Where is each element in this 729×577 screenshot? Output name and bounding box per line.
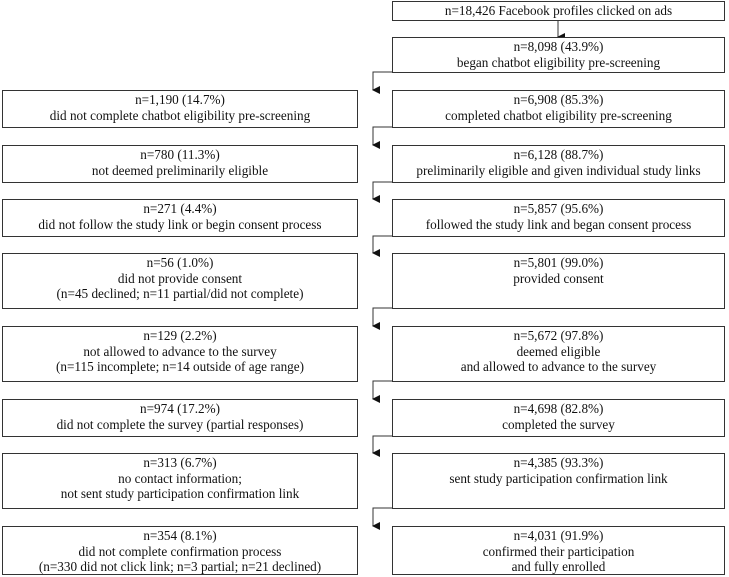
box-text-line: not sent study participation confirmation link xyxy=(60,486,300,501)
flow-arrow xyxy=(373,236,392,253)
box-text-line: preliminarily eligible and given individual study links xyxy=(416,162,701,178)
flow-arrow xyxy=(373,72,392,90)
box-text-line: n=6,128 (88.7%) xyxy=(513,147,604,162)
box-text-line: began chatbot eligibility pre-screening xyxy=(456,54,661,70)
box-text-line: n=56 (1.0%) xyxy=(146,255,214,270)
box-text-line: not allowed to advance to the survey xyxy=(83,343,277,359)
flow-box-excluded xyxy=(2,453,358,509)
flow-box-retained xyxy=(392,253,725,309)
box-text-line: n=5,672 (97.8%) xyxy=(513,328,604,343)
flow-box-excluded xyxy=(2,253,358,309)
flow-box-retained xyxy=(392,37,725,73)
flow-box-retained xyxy=(392,399,725,437)
flow-box-excluded xyxy=(2,145,358,183)
flow-arrow xyxy=(373,436,392,453)
box-text-line: n=6,908 (85.3%) xyxy=(513,92,604,107)
box-text-line: did not complete the survey (partial responses) xyxy=(56,416,304,432)
box-text-line: sent study participation confirmation link xyxy=(449,470,668,486)
box-text-line: n=4,698 (82.8%) xyxy=(513,401,604,416)
flow-box-retained xyxy=(392,526,725,575)
box-text-line: deemed eligible xyxy=(516,343,601,359)
flow-box-top xyxy=(392,1,725,21)
box-text-line: not deemed preliminarily eligible xyxy=(91,162,269,178)
box-text-line: completed chatbot eligibility pre-screening xyxy=(445,107,672,123)
box-text-line: no contact information; xyxy=(118,470,242,486)
box-text-line: n=5,801 (99.0%) xyxy=(513,255,604,270)
flow-arrow xyxy=(373,508,392,526)
box-text-line: n=8,098 (43.9%) xyxy=(513,39,604,54)
flow-box-excluded xyxy=(2,399,358,437)
box-text-line: n=4,031 (91.9%) xyxy=(513,528,604,543)
box-text-line: provided consent xyxy=(513,270,604,286)
box-text-line: n=271 (4.4%) xyxy=(143,201,217,216)
flow-box-retained xyxy=(392,145,725,183)
box-text-line: did not complete chatbot eligibility pre-screening xyxy=(49,107,311,123)
box-text-line: n=313 (6.7%) xyxy=(143,455,217,470)
flow-box-excluded xyxy=(2,199,358,237)
box-text-line: and fully enrolled xyxy=(511,559,606,574)
box-text-line: confirmed their participation xyxy=(482,543,635,559)
box-text-line: n=129 (2.2%) xyxy=(143,328,217,343)
box-text-line: did not complete confirmation process xyxy=(78,543,282,559)
flow-box-excluded xyxy=(2,90,358,128)
box-text-line: n=780 (11.3%) xyxy=(140,147,220,162)
flow-arrow xyxy=(373,182,392,199)
flow-arrow xyxy=(373,127,392,145)
flow-box-retained xyxy=(392,90,725,128)
box-text-line: (n=45 declined; n=11 partial/did not complete) xyxy=(56,286,304,301)
box-text-line: n=1,190 (14.7%) xyxy=(135,92,225,107)
flow-box-retained xyxy=(392,453,725,509)
box-text-line: n=974 (17.2%) xyxy=(140,401,220,416)
box-text-line: (n=115 incomplete; n=14 outside of age range) xyxy=(55,359,305,374)
flow-arrow xyxy=(373,381,392,399)
box-text-line: (n=330 did not click link; n=3 partial; n=21 declined) xyxy=(38,559,322,574)
box-text-line: did not provide consent xyxy=(117,270,243,286)
box-text-line: did not follow the study link or begin consent process xyxy=(38,216,322,232)
box-text-line: n=4,385 (93.3%) xyxy=(513,455,604,470)
flow-box-excluded xyxy=(2,526,358,575)
flow-box-excluded xyxy=(2,326,358,382)
box-text-line: n=5,857 (95.6%) xyxy=(513,201,604,216)
flow-box-retained xyxy=(392,326,725,382)
box-text-line: and allowed to advance to the survey xyxy=(460,359,657,374)
flow-arrow xyxy=(373,308,392,326)
box-text-line: n=354 (8.1%) xyxy=(143,528,217,543)
box-text-line: completed the survey xyxy=(502,416,615,432)
flow-box-retained xyxy=(392,199,725,237)
box-text-line: followed the study link and began consent process xyxy=(425,216,692,232)
box-text-line: n=18,426 Facebook profiles clicked on ads xyxy=(444,3,673,18)
